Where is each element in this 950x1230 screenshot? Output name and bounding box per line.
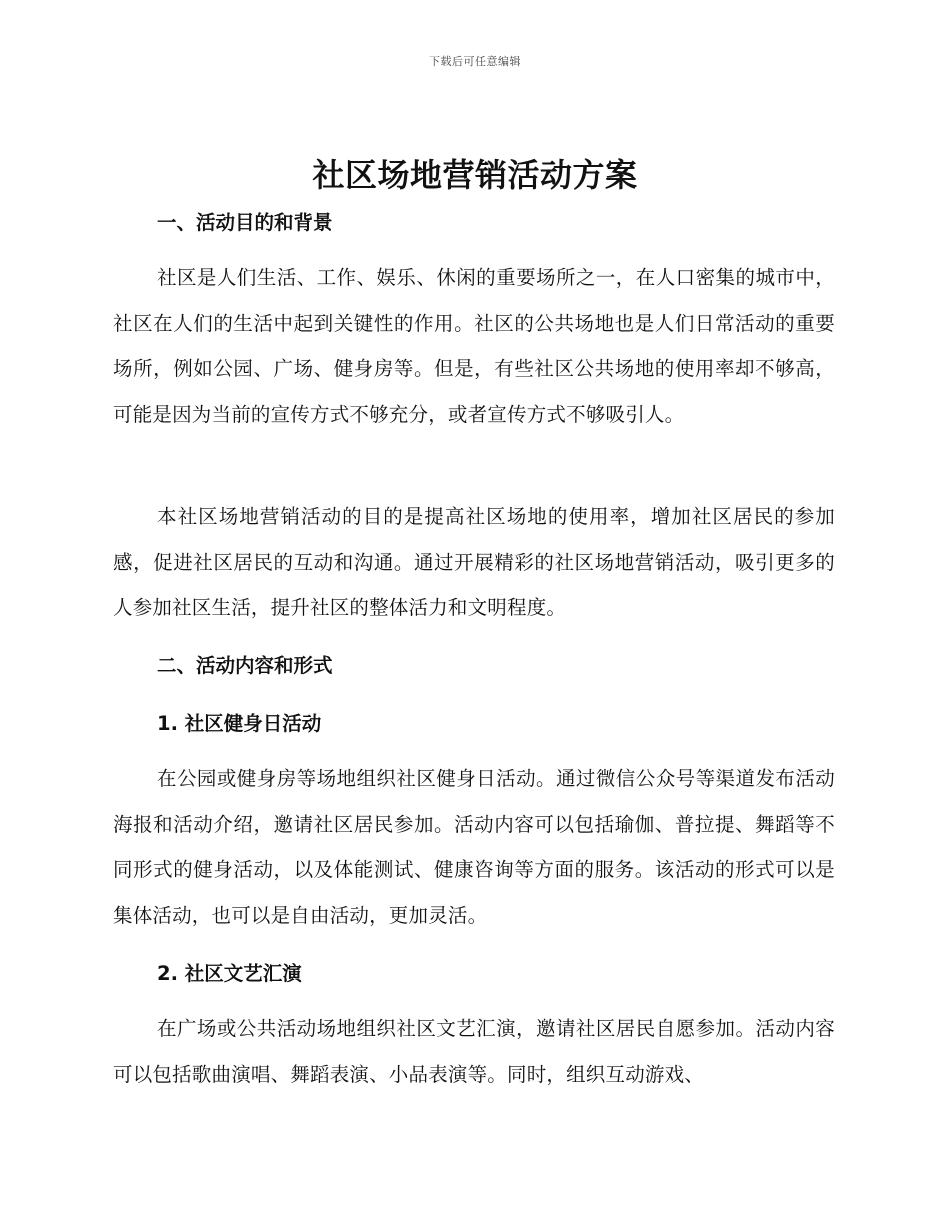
section1-paragraph-2: 本社区场地营销活动的目的是提高社区场地的使用率，增加社区居民的参加感，促进社区居民的互动和沟通。通过开展精彩的社区场地营销活动，吸引更多的人参加社区生活，提升社区的整体活力和文明程度。 [113,505,835,619]
subsection1-paragraph: 在公园或健身房等场地组织社区健身日活动。通过微信公众号等渠道发布活动海报和活动介绍，邀请社区居民参加。活动内容可以包括瑜伽、普拉提、舞蹈等不同形式的健身活动，以及体能测试、健康咨询等方面的服务。该活动的形式可以是集体活动，也可以是自由活动，更加灵活。 [113,767,835,927]
section2-heading: 二、活动内容和形式 [157,654,333,677]
section1-heading: 一、活动目的和背景 [157,211,333,234]
page-header-note: 下载后可任意编辑 [429,55,521,68]
subsection1-heading: 1. 社区健身日活动 [157,712,322,735]
subsection2-heading: 2. 社区文艺汇演 [157,962,302,985]
subsection2-paragraph: 在广场或公共活动场地组织社区文艺汇演，邀请社区居民自愿参加。活动内容可以包括歌曲演唱、舞蹈表演、小品表演等。同时，组织互动游戏、 [113,1017,835,1086]
section1-paragraph-1: 社区是人们生活、工作、娱乐、休闲的重要场所之一，在人口密集的城市中，社区在人们的生活中起到关键性的作用。社区的公共场地也是人们日常活动的重要场所，例如公园、广场、健身房等。但是，有些社区公共场地的使用率却不够高，可能是因为当前的宣传方式不够充分，或者宣传方式不够吸引人。 [113,266,835,426]
document-title: 社区场地营销活动方案 [312,156,638,194]
